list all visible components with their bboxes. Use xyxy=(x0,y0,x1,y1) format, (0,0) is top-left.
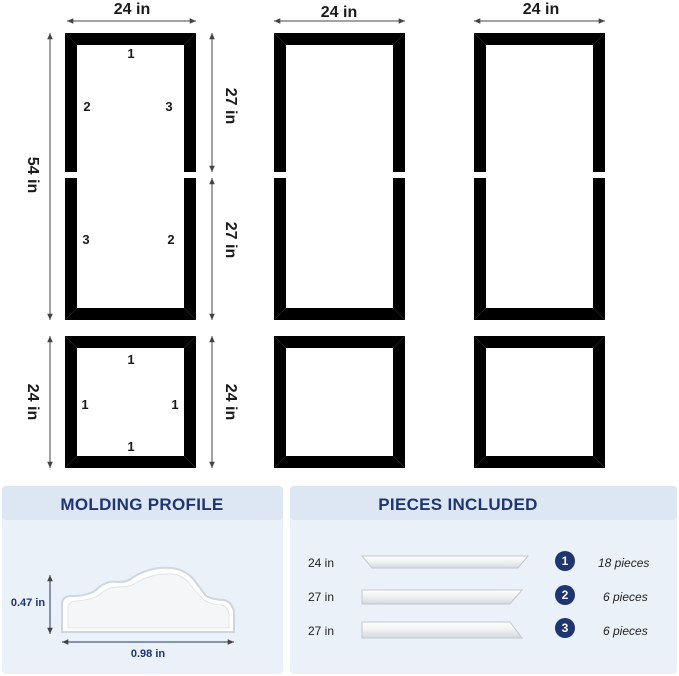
piece-number-square-right: 1 xyxy=(171,397,179,412)
piece-strip-2 xyxy=(362,590,522,604)
frame-tall-3 xyxy=(474,33,605,320)
piece-length: 27 in xyxy=(308,624,335,638)
piece-number-upper-left: 2 xyxy=(83,99,91,114)
total-height-label: 54 in xyxy=(24,156,41,194)
frame-square-2 xyxy=(274,336,405,468)
square-height-label-left: 24 in xyxy=(24,383,41,421)
piece-badge-number: 1 xyxy=(561,554,569,568)
piece-badge-number: 2 xyxy=(561,588,569,602)
width-label-1: 24 in xyxy=(113,1,151,18)
frame-square-3 xyxy=(474,336,605,468)
piece-number-lower-left: 3 xyxy=(82,232,90,247)
square-height-label-right: 24 in xyxy=(222,383,239,421)
piece-number-upper-top: 1 xyxy=(127,46,135,61)
molding-profile-title: MOLDING PROFILE xyxy=(60,495,224,514)
frame-tall-1 xyxy=(65,33,196,320)
piece-length: 27 in xyxy=(308,590,335,604)
piece-badge-number: 3 xyxy=(561,621,569,635)
piece-number-upper-right: 3 xyxy=(165,99,173,114)
piece-strip-3 xyxy=(362,622,522,638)
pieces-included-title: PIECES INCLUDED xyxy=(378,495,538,514)
piece-number-square-left: 1 xyxy=(81,397,89,412)
profile-width-label: 0.98 in xyxy=(130,648,166,660)
piece-count: 18 pieces xyxy=(598,556,650,570)
piece-count: 6 pieces xyxy=(603,624,648,638)
piece-count: 6 pieces xyxy=(603,590,648,604)
molding-profile-panel xyxy=(2,486,283,674)
lower-segment-label: 27 in xyxy=(222,221,239,259)
frame-tall-2 xyxy=(274,33,405,320)
piece-length: 24 in xyxy=(308,556,335,570)
piece-number-square-top: 1 xyxy=(127,352,135,367)
width-label-2: 24 in xyxy=(320,4,358,21)
pieces-included-panel xyxy=(290,486,677,674)
piece-number-lower-right: 2 xyxy=(167,232,175,247)
piece-number-square-bottom: 1 xyxy=(127,439,135,454)
upper-segment-label: 27 in xyxy=(222,87,239,125)
width-label-3: 24 in xyxy=(522,1,560,18)
profile-height-label: 0.47 in xyxy=(10,597,46,609)
piece-strip-1 xyxy=(362,556,528,568)
dimension-lines xyxy=(50,21,605,468)
